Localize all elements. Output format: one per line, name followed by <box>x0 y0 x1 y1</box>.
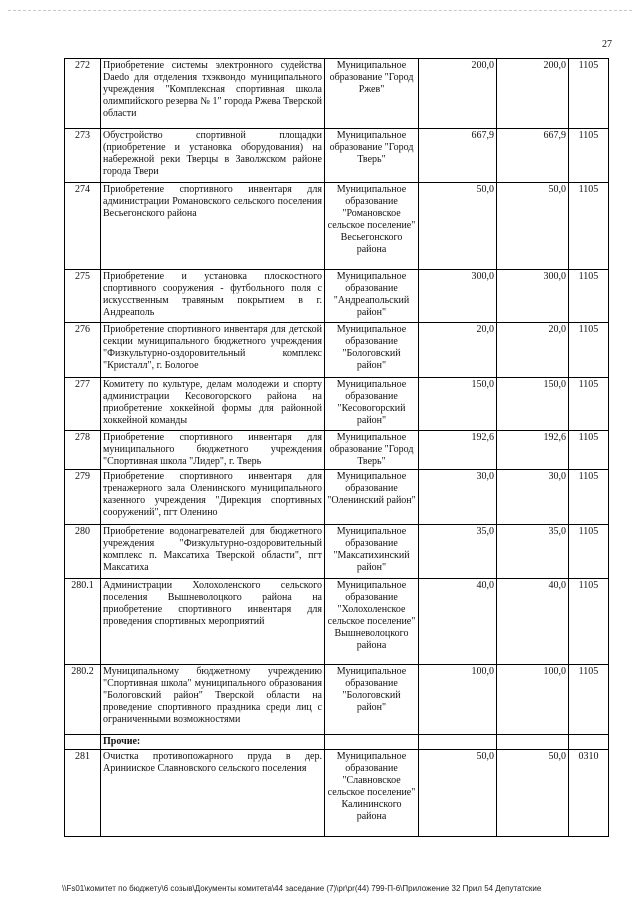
row-description: Приобретение спортивного инвентаря для детской секции муниципального бюджетного учреждения "Физкультурно-оздоровительный комплекс "Кристалл", г. Бологое <box>101 323 325 378</box>
file-path-footer: \\Fs01\комитет по бюджету\6 созыв\Документы комитета\44 заседание (7)\pr\pr(44) 799-П-6\Приложение 32 Прил 54 Депутатские <box>62 884 542 893</box>
row-description: Приобретение системы электронного судейства Daedo для отделения тхэквондо муниципального учреждения "Комплексная спортивная школа олимпийского резерва № 1" города Ржева Тверской области <box>101 59 325 129</box>
row-amount-1: 100,0 <box>419 665 497 735</box>
table-row <box>65 525 609 579</box>
row-code: 1105 <box>569 525 609 579</box>
table-row <box>65 579 609 665</box>
row-amount-2: 150,0 <box>497 378 569 431</box>
row-number: 281 <box>65 750 101 837</box>
row-recipient: Муниципальное образование "Бологовский район" <box>325 665 419 735</box>
page-number: 27 <box>602 39 612 50</box>
row-code: 1105 <box>569 579 609 665</box>
row-description: Очистка противопожарного пруда в дер. Аринииское Славновского сельского поселения <box>101 750 325 837</box>
row-amount-2: 667,9 <box>497 129 569 183</box>
row-number: 280.1 <box>65 579 101 665</box>
row-recipient: Муниципальное образование "Город Ржев" <box>325 59 419 129</box>
row-recipient: Муниципальное образование "Славновское сельское поселение" Калининского района <box>325 750 419 837</box>
row-description: Приобретение водонагревателей для бюджетного учреждения "Физкультурно-оздоровительный комплекс п. Максатиха Тверской области", пгт Максатиха <box>101 525 325 579</box>
table-row <box>65 59 609 129</box>
section-empty-cell <box>419 735 497 750</box>
section-number-cell <box>65 735 101 750</box>
row-number: 276 <box>65 323 101 378</box>
row-code: 0310 <box>569 750 609 837</box>
row-number: 278 <box>65 431 101 470</box>
row-number: 277 <box>65 378 101 431</box>
row-description: Приобретение спортивного инвентаря для муниципального бюджетного учреждения "Спортивная школа "Лидер", г. Тверь <box>101 431 325 470</box>
row-code: 1105 <box>569 270 609 323</box>
row-amount-1: 40,0 <box>419 579 497 665</box>
row-code: 1105 <box>569 323 609 378</box>
row-amount-1: 35,0 <box>419 525 497 579</box>
table-row <box>65 129 609 183</box>
row-code: 1105 <box>569 129 609 183</box>
row-amount-1: 300,0 <box>419 270 497 323</box>
row-description: Приобретение спортивного инвентаря для администрации Романовского сельского поселения Весьегонского района <box>101 183 325 270</box>
row-code: 1105 <box>569 431 609 470</box>
row-amount-2: 192,6 <box>497 431 569 470</box>
section-empty-cell <box>325 735 419 750</box>
row-recipient: Муниципальное образование "Бологовский район" <box>325 323 419 378</box>
section-label: Прочие: <box>101 735 325 750</box>
row-number: 280 <box>65 525 101 579</box>
row-amount-2: 50,0 <box>497 750 569 837</box>
row-description: Обустройство спортивной площадки (приобретение и установка оборудования) на набережной реки Тверцы в Заволжском районе города Твери <box>101 129 325 183</box>
row-amount-2: 40,0 <box>497 579 569 665</box>
row-code: 1105 <box>569 378 609 431</box>
row-recipient: Муниципальное образование "Холохоленское сельское поселение" Вышневолоцкого района <box>325 579 419 665</box>
section-row <box>65 735 609 750</box>
row-number: 275 <box>65 270 101 323</box>
row-description: Комитету по культуре, делам молодежи и спорту администрации Кесовогорского района на приобретение хоккейной формы для районной хоккейной команды <box>101 378 325 431</box>
table-row <box>65 665 609 735</box>
row-recipient: Муниципальное образование "Андреапольский район" <box>325 270 419 323</box>
scan-top-edge <box>8 10 632 11</box>
table-row <box>65 323 609 378</box>
table-row <box>65 750 609 837</box>
row-amount-2: 20,0 <box>497 323 569 378</box>
row-description: Приобретение спортивного инвентаря для тренажерного зала Оленинского муниципального казенного учреждения "Дирекция спортивных сооружений", пгт Оленино <box>101 470 325 525</box>
row-description: Администрации Холохоленского сельского поселения Вышневолоцкого района на приобретение спортивного инвентаря для проведения спортивных мероприятий <box>101 579 325 665</box>
row-recipient: Муниципальное образование "Кесовогорский район" <box>325 378 419 431</box>
row-amount-2: 50,0 <box>497 183 569 270</box>
row-number: 274 <box>65 183 101 270</box>
row-code: 1105 <box>569 183 609 270</box>
table-row <box>65 431 609 470</box>
section-empty-cell <box>569 735 609 750</box>
row-code: 1105 <box>569 665 609 735</box>
row-amount-1: 200,0 <box>419 59 497 129</box>
row-description: Приобретение и установка плоскостного спортивного сооружения - футбольного поля с искусственным травяным покрытием в г. Андреаполь <box>101 270 325 323</box>
row-number: 273 <box>65 129 101 183</box>
row-amount-2: 30,0 <box>497 470 569 525</box>
row-amount-1: 30,0 <box>419 470 497 525</box>
table-row <box>65 378 609 431</box>
row-code: 1105 <box>569 59 609 129</box>
table-row <box>65 270 609 323</box>
row-code: 1105 <box>569 470 609 525</box>
row-amount-1: 20,0 <box>419 323 497 378</box>
row-number: 279 <box>65 470 101 525</box>
section-empty-cell <box>497 735 569 750</box>
table-row <box>65 470 609 525</box>
row-recipient: Муниципальное образование "Город Тверь" <box>325 431 419 470</box>
row-recipient: Муниципальное образование "Город Тверь" <box>325 129 419 183</box>
row-description: Муниципальному бюджетному учреждению "Спортивная школа" муниципального образования "Бологовский район" Тверской области на проведение спортивного праздника среди лиц с ограниченными возможностями <box>101 665 325 735</box>
row-amount-2: 100,0 <box>497 665 569 735</box>
row-amount-2: 300,0 <box>497 270 569 323</box>
appropriations-table <box>64 58 609 837</box>
row-amount-1: 150,0 <box>419 378 497 431</box>
table-row <box>65 183 609 270</box>
row-amount-1: 50,0 <box>419 183 497 270</box>
row-recipient: Муниципальное образование "Оленинский район" <box>325 470 419 525</box>
row-recipient: Муниципальное образование "Максатихинский район" <box>325 525 419 579</box>
row-recipient: Муниципальное образование "Романовское сельское поселение" Весьегонского района <box>325 183 419 270</box>
row-number: 280.2 <box>65 665 101 735</box>
row-amount-1: 192,6 <box>419 431 497 470</box>
row-amount-1: 50,0 <box>419 750 497 837</box>
row-amount-1: 667,9 <box>419 129 497 183</box>
row-amount-2: 35,0 <box>497 525 569 579</box>
row-amount-2: 200,0 <box>497 59 569 129</box>
row-number: 272 <box>65 59 101 129</box>
